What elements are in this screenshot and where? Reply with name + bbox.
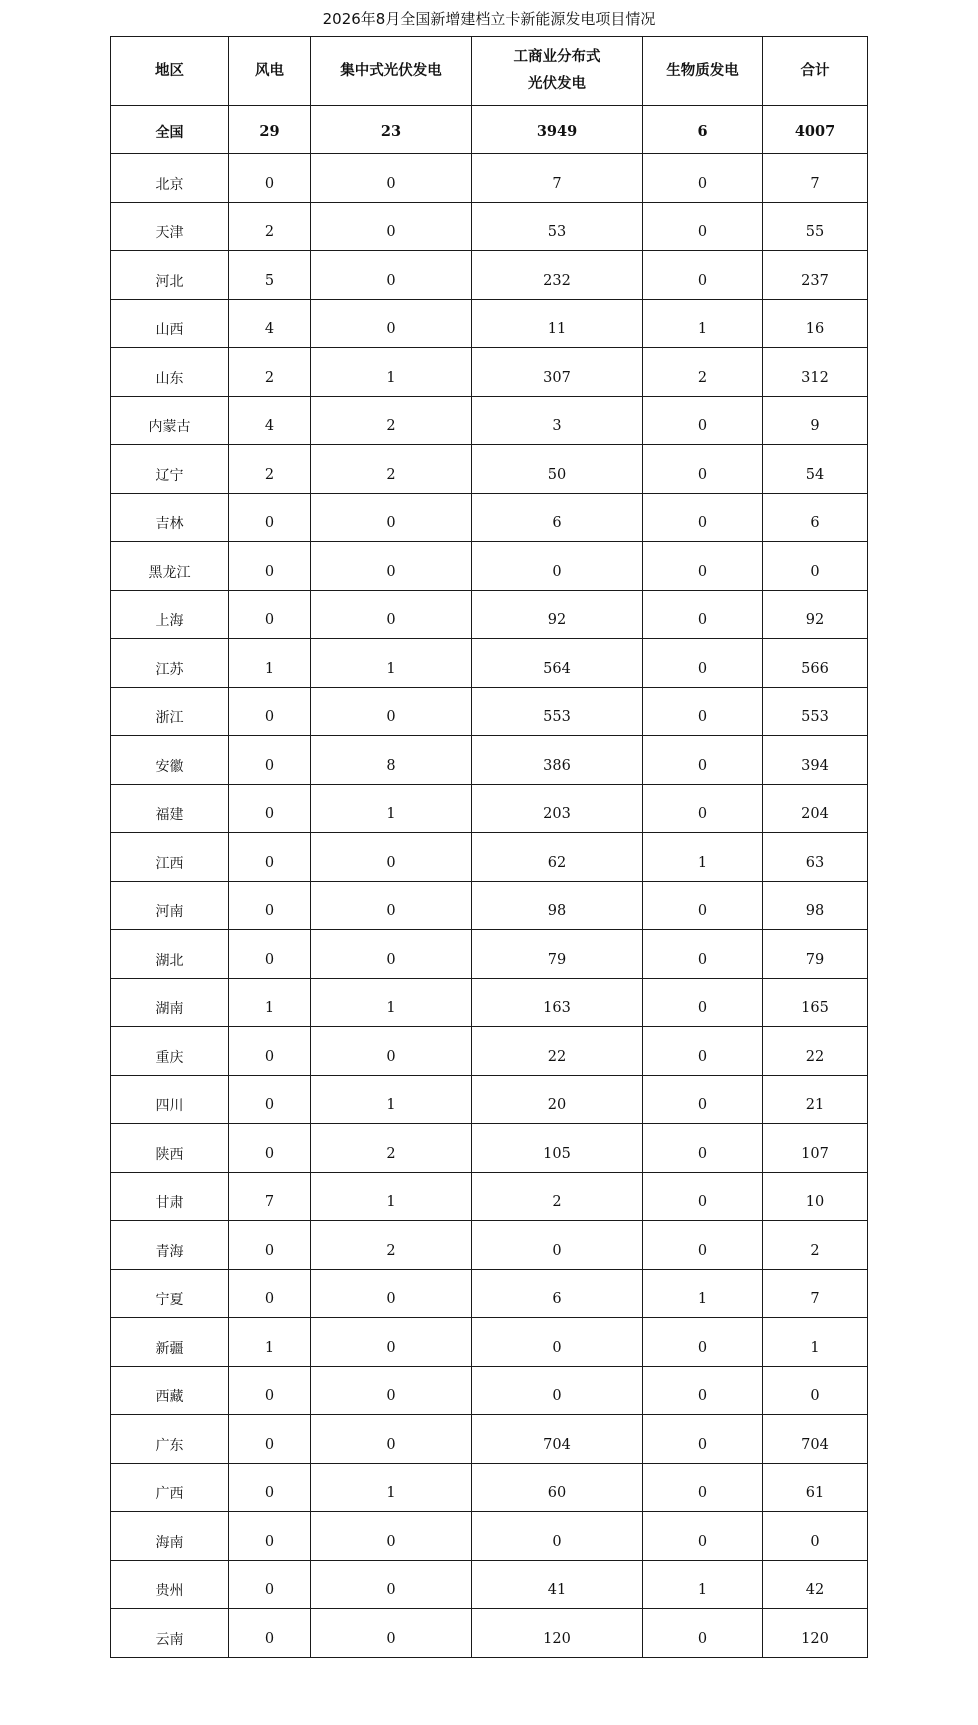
cell-distributed-pv: 0: [472, 542, 643, 591]
table-row: [111, 590, 868, 639]
cell-region: 北京: [111, 154, 229, 203]
cell-wind: 1: [229, 1318, 311, 1367]
header-region: 地区: [111, 37, 229, 106]
cell-distributed-pv: 553: [472, 687, 643, 736]
cell-biomass: 0: [643, 590, 763, 639]
cell-wind: 0: [229, 1463, 311, 1512]
cell-distributed-pv: 11: [472, 299, 643, 348]
cell-region: 安徽: [111, 736, 229, 785]
table-row: [111, 542, 868, 591]
cell-wind: 0: [229, 154, 311, 203]
cell-region: 山西: [111, 299, 229, 348]
cell-wind: 4: [229, 299, 311, 348]
cell-distributed-pv: 120: [472, 1609, 643, 1658]
cell-central-pv: 0: [311, 1027, 472, 1076]
cell-total: 55: [763, 202, 868, 251]
cell-central-pv: 1: [311, 1172, 472, 1221]
cell-wind: 0: [229, 1512, 311, 1561]
cell-wind: 2: [229, 202, 311, 251]
table-row: [111, 833, 868, 882]
cell-distributed-pv: 232: [472, 251, 643, 300]
cell-total: 312: [763, 348, 868, 397]
table-row: [111, 687, 868, 736]
cell-biomass: 0: [643, 445, 763, 494]
table-row: [111, 445, 868, 494]
header-row: [111, 37, 868, 106]
cell-wind: 0: [229, 493, 311, 542]
header-distributed-pv: [472, 37, 643, 106]
cell-biomass: 0: [643, 542, 763, 591]
cell-central-pv: 0: [311, 1609, 472, 1658]
cell-region: 陕西: [111, 1124, 229, 1173]
table-row: [111, 930, 868, 979]
table-row: [111, 299, 868, 348]
cell-region: 江苏: [111, 639, 229, 688]
table-row: [111, 493, 868, 542]
cell-region: 河北: [111, 251, 229, 300]
national-total-row: [111, 106, 868, 154]
cell-wind: 0: [229, 784, 311, 833]
cell-total: 0: [763, 1366, 868, 1415]
cell-total: 204: [763, 784, 868, 833]
cell-wind: 0: [229, 930, 311, 979]
cell-central-pv: 0: [311, 590, 472, 639]
cell-total: 98: [763, 881, 868, 930]
cell-region: 内蒙古: [111, 396, 229, 445]
table-row: [111, 881, 868, 930]
cell-distributed-pv: 564: [472, 639, 643, 688]
cell-wind: 1: [229, 639, 311, 688]
cell-wind: 0: [229, 590, 311, 639]
cell-region: 广西: [111, 1463, 229, 1512]
table-row: [111, 154, 868, 203]
cell-total: 21: [763, 1075, 868, 1124]
table-row: [111, 1512, 868, 1561]
cell-total: 92: [763, 590, 868, 639]
cell-total: 0: [763, 1512, 868, 1561]
cell-biomass: 0: [643, 396, 763, 445]
cell-total: 22: [763, 1027, 868, 1076]
cell-biomass: 0: [643, 1415, 763, 1464]
table-row: [111, 1366, 868, 1415]
table-row: [111, 1027, 868, 1076]
cell-total: 42: [763, 1560, 868, 1609]
header-distributed-pv-line2: 光伏发电: [528, 76, 586, 92]
cell-central-pv: 1: [311, 1463, 472, 1512]
cell-biomass: 0: [643, 1075, 763, 1124]
cell-distributed-pv: 62: [472, 833, 643, 882]
cell-distributed-pv: 22: [472, 1027, 643, 1076]
cell-biomass: 0: [643, 687, 763, 736]
table-row: [111, 251, 868, 300]
cell-central-pv: 0: [311, 881, 472, 930]
cell-total: 61: [763, 1463, 868, 1512]
cell-wind: 0: [229, 1609, 311, 1658]
cell-wind: 4: [229, 396, 311, 445]
cell-region: 海南: [111, 1512, 229, 1561]
cell-distributed-pv: 53: [472, 202, 643, 251]
cell-total: 10: [763, 1172, 868, 1221]
cell-distributed-pv: 50: [472, 445, 643, 494]
cell-distributed-pv: 386: [472, 736, 643, 785]
cell-biomass: 0: [643, 1512, 763, 1561]
cell-distributed-pv: 79: [472, 930, 643, 979]
cell-total: 4007: [763, 106, 868, 154]
cell-region: 湖北: [111, 930, 229, 979]
cell-biomass: 0: [643, 1124, 763, 1173]
cell-central-pv: 0: [311, 154, 472, 203]
cell-distributed-pv: 3949: [472, 106, 643, 154]
cell-central-pv: 0: [311, 1318, 472, 1367]
header-total: 合计: [763, 37, 868, 106]
cell-total: 107: [763, 1124, 868, 1173]
cell-region: 山东: [111, 348, 229, 397]
header-distributed-pv-line1: 工商业分布式: [513, 49, 601, 65]
cell-region: 云南: [111, 1609, 229, 1658]
table-row: [111, 1463, 868, 1512]
cell-central-pv: 1: [311, 1075, 472, 1124]
cell-biomass: 6: [643, 106, 763, 154]
table-row: [111, 1560, 868, 1609]
cell-wind: 0: [229, 1269, 311, 1318]
cell-total: 120: [763, 1609, 868, 1658]
cell-central-pv: 2: [311, 1221, 472, 1270]
table-row: [111, 1075, 868, 1124]
cell-total: 9: [763, 396, 868, 445]
cell-region: 江西: [111, 833, 229, 882]
cell-biomass: 0: [643, 493, 763, 542]
cell-region: 宁夏: [111, 1269, 229, 1318]
cell-central-pv: 0: [311, 1269, 472, 1318]
cell-central-pv: 0: [311, 542, 472, 591]
projects-table: [110, 36, 868, 1658]
cell-distributed-pv: 6: [472, 1269, 643, 1318]
cell-central-pv: 2: [311, 1124, 472, 1173]
cell-region: 西藏: [111, 1366, 229, 1415]
cell-wind: 0: [229, 1221, 311, 1270]
cell-total: 54: [763, 445, 868, 494]
cell-total: 7: [763, 154, 868, 203]
cell-distributed-pv: 0: [472, 1366, 643, 1415]
cell-distributed-pv: 7: [472, 154, 643, 203]
cell-total: 1: [763, 1318, 868, 1367]
cell-wind: 0: [229, 833, 311, 882]
cell-central-pv: 0: [311, 251, 472, 300]
cell-region: 新疆: [111, 1318, 229, 1367]
cell-wind: 0: [229, 1366, 311, 1415]
header-biomass: 生物质发电: [643, 37, 763, 106]
cell-biomass: 0: [643, 1318, 763, 1367]
cell-central-pv: 0: [311, 299, 472, 348]
cell-total: 7: [763, 1269, 868, 1318]
cell-region: 天津: [111, 202, 229, 251]
cell-wind: 0: [229, 542, 311, 591]
cell-wind: 0: [229, 1124, 311, 1173]
cell-distributed-pv: 0: [472, 1512, 643, 1561]
cell-distributed-pv: 307: [472, 348, 643, 397]
cell-wind: 2: [229, 348, 311, 397]
cell-biomass: 0: [643, 154, 763, 203]
cell-biomass: 0: [643, 1027, 763, 1076]
cell-biomass: 1: [643, 299, 763, 348]
cell-central-pv: 0: [311, 687, 472, 736]
cell-biomass: 1: [643, 833, 763, 882]
table-row: [111, 784, 868, 833]
cell-central-pv: 23: [311, 106, 472, 154]
cell-distributed-pv: 163: [472, 978, 643, 1027]
cell-total: 566: [763, 639, 868, 688]
cell-biomass: 1: [643, 1560, 763, 1609]
cell-region: 青海: [111, 1221, 229, 1270]
cell-central-pv: 0: [311, 1512, 472, 1561]
cell-central-pv: 1: [311, 978, 472, 1027]
cell-biomass: 0: [643, 930, 763, 979]
cell-central-pv: 0: [311, 930, 472, 979]
cell-total: 0: [763, 542, 868, 591]
cell-region: 吉林: [111, 493, 229, 542]
cell-central-pv: 0: [311, 1415, 472, 1464]
cell-biomass: 0: [643, 1463, 763, 1512]
cell-biomass: 0: [643, 978, 763, 1027]
cell-total: 237: [763, 251, 868, 300]
cell-region: 贵州: [111, 1560, 229, 1609]
cell-biomass: 0: [643, 1366, 763, 1415]
cell-central-pv: 0: [311, 833, 472, 882]
cell-biomass: 0: [643, 1172, 763, 1221]
cell-distributed-pv: 0: [472, 1221, 643, 1270]
cell-region: 重庆: [111, 1027, 229, 1076]
cell-distributed-pv: 60: [472, 1463, 643, 1512]
cell-wind: 5: [229, 251, 311, 300]
table-row: [111, 1124, 868, 1173]
cell-biomass: 0: [643, 881, 763, 930]
document-title: 2026年8月全国新增建档立卡新能源发电项目情况: [322, 10, 656, 28]
table-row: [111, 202, 868, 251]
cell-central-pv: 1: [311, 348, 472, 397]
cell-region: 河南: [111, 881, 229, 930]
cell-biomass: 0: [643, 251, 763, 300]
cell-region: 浙江: [111, 687, 229, 736]
table-row: [111, 1609, 868, 1658]
cell-wind: 1: [229, 978, 311, 1027]
cell-total: 79: [763, 930, 868, 979]
table-row: [111, 736, 868, 785]
cell-distributed-pv: 203: [472, 784, 643, 833]
cell-wind: 0: [229, 881, 311, 930]
table-row: [111, 1269, 868, 1318]
header-central-pv: 集中式光伏发电: [311, 37, 472, 106]
cell-total: 553: [763, 687, 868, 736]
cell-total: 394: [763, 736, 868, 785]
table-row: [111, 1221, 868, 1270]
cell-wind: 2: [229, 445, 311, 494]
table-row: [111, 1172, 868, 1221]
cell-central-pv: 0: [311, 493, 472, 542]
cell-wind: 0: [229, 1415, 311, 1464]
cell-biomass: 1: [643, 1269, 763, 1318]
cell-biomass: 0: [643, 1221, 763, 1270]
cell-region: 四川: [111, 1075, 229, 1124]
cell-region: 福建: [111, 784, 229, 833]
cell-distributed-pv: 3: [472, 396, 643, 445]
header-wind: 风电: [229, 37, 311, 106]
cell-wind: 0: [229, 736, 311, 785]
table-row: [111, 1318, 868, 1367]
cell-central-pv: 2: [311, 445, 472, 494]
cell-distributed-pv: 2: [472, 1172, 643, 1221]
cell-central-pv: 0: [311, 202, 472, 251]
cell-wind: 0: [229, 1075, 311, 1124]
cell-distributed-pv: 20: [472, 1075, 643, 1124]
cell-distributed-pv: 704: [472, 1415, 643, 1464]
table-row: [111, 1415, 868, 1464]
cell-wind: 29: [229, 106, 311, 154]
cell-total: 6: [763, 493, 868, 542]
cell-total: 63: [763, 833, 868, 882]
cell-wind: 0: [229, 687, 311, 736]
cell-central-pv: 1: [311, 784, 472, 833]
cell-total: 16: [763, 299, 868, 348]
cell-distributed-pv: 92: [472, 590, 643, 639]
cell-central-pv: 0: [311, 1560, 472, 1609]
cell-region: 上海: [111, 590, 229, 639]
cell-wind: 0: [229, 1027, 311, 1076]
cell-distributed-pv: 98: [472, 881, 643, 930]
cell-biomass: 2: [643, 348, 763, 397]
cell-region: 广东: [111, 1415, 229, 1464]
cell-central-pv: 0: [311, 1366, 472, 1415]
cell-wind: 0: [229, 1560, 311, 1609]
cell-total: 704: [763, 1415, 868, 1464]
cell-distributed-pv: 105: [472, 1124, 643, 1173]
cell-total: 165: [763, 978, 868, 1027]
cell-biomass: 0: [643, 639, 763, 688]
cell-central-pv: 1: [311, 639, 472, 688]
cell-distributed-pv: 41: [472, 1560, 643, 1609]
cell-biomass: 0: [643, 784, 763, 833]
cell-total: 2: [763, 1221, 868, 1270]
table-row: [111, 978, 868, 1027]
cell-distributed-pv: 0: [472, 1318, 643, 1367]
cell-biomass: 0: [643, 736, 763, 785]
cell-region: 甘肃: [111, 1172, 229, 1221]
cell-biomass: 0: [643, 202, 763, 251]
table-row: [111, 396, 868, 445]
cell-distributed-pv: 6: [472, 493, 643, 542]
cell-biomass: 0: [643, 1609, 763, 1658]
cell-central-pv: 2: [311, 396, 472, 445]
table-row: [111, 348, 868, 397]
cell-region: 辽宁: [111, 445, 229, 494]
cell-region: 湖南: [111, 978, 229, 1027]
cell-region: 全国: [111, 106, 229, 154]
cell-central-pv: 8: [311, 736, 472, 785]
cell-region: 黑龙江: [111, 542, 229, 591]
cell-wind: 7: [229, 1172, 311, 1221]
table-row: [111, 639, 868, 688]
